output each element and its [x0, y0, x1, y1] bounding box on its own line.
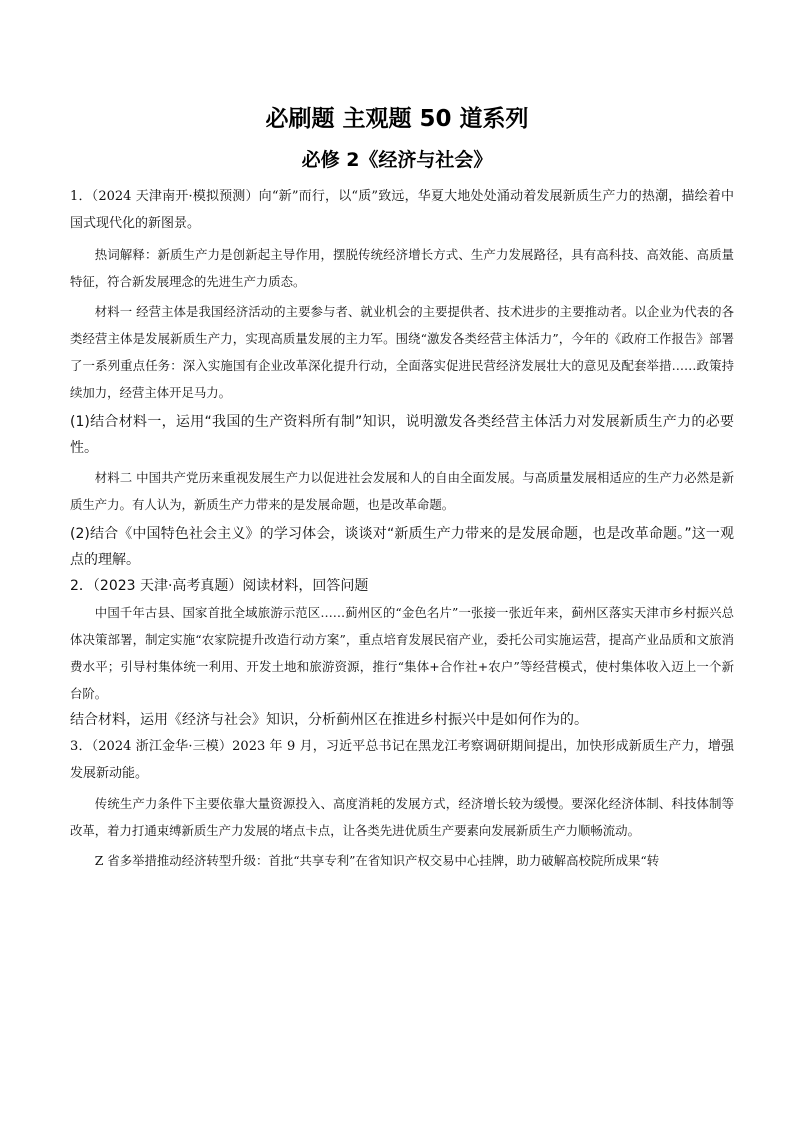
- page-subtitle: 必修 2《经济与社会》: [301, 149, 493, 171]
- question-1-hot-words: 热词解释：新质生产力是创新起主导作用，摆脱传统经济增长方式、生产力发展路径，具有高科技、高效能、高质量特征，符合新发展理念的先进生产力质态。: [70, 247, 734, 289]
- question-1-sub-1: (1)结合材料一，运用“我国的生产资料所有制”知识，说明激发各类经营主体活力对发展新质生产力的必要性。: [70, 414, 734, 456]
- question-1-stem: 1．（2024 天津南开·模拟预测）向“新”而行，以“质”致远，华夏大地处处涌动着发展新质生产力的热潮，描绘着中国式现代化的新图景。: [70, 189, 734, 231]
- question-1-material-1: 材料一 经营主体是我国经济活动的主要参与者、就业机会的主要提供者、技术进步的主要推动者。以企业为代表的各类经营主体是发展新质生产力，实现高质量发展的主力军。围绕“激发各类经营主体活力”，今年的《政府工作报告》部署了一系列重点任务：深入实施国有企业改革深化提升行动，全面落实促进民营经济发展壮大的意见及配套举措……政策持续加力，经营主体开足马力。: [70, 304, 734, 400]
- question-2: [70, 573, 734, 733]
- question-2-stem: 2．（2023 天津·高考真题）阅读材料，回答问题: [70, 578, 369, 594]
- question-3-paragraph-2: Z 省多举措推动经济转型升级：首批“共享专利”在省知识产权交易中心挂牌，助力破解高校院所成果“转: [94, 853, 660, 868]
- question-3-paragraph-1: 传统生产力条件下主要依靠大量资源投入、高度消耗的发展方式，经济增长较为缓慢。要深化经济体制、科技体制等改革，着力打通束缚新质生产力发展的堵点卡点，让各类先进优质生产要素向发展新质生产力顺畅流动。: [70, 796, 734, 838]
- question-1: [70, 183, 734, 573]
- question-2-material: 中国千年古县、国家首批全域旅游示范区……蓟州区的“金色名片”一张接一张近年来，蓟州区落实天津市乡村振兴总体决策部署，制定实施“农家院提升改造行动方案”，重点培育发展民宿产业，委托公司实施运营，提高产业品质和文旅消费水平；引导村集体统一利用、开发土地和旅游资源，推行“集体+合作社+农户”等经营模式，使村集体收入迈上一个新台阶。: [70, 605, 734, 701]
- question-3-stem: 3．（2024 浙江金华·三模）2023 年 9 月，习近平总书记在黑龙江考察调研期间提出，加快形成新质生产力，增强发展新动能。: [70, 739, 734, 781]
- page-title: 必刷题 主观题 50 道系列: [265, 106, 529, 132]
- question-1-sub-2: (2)结合《中国特色社会主义》的学习体会，谈谈对“新质生产力带来的是发展命题，也是改革命题。”这一观点的理解。: [70, 526, 734, 568]
- document-body: [70, 183, 734, 874]
- question-2-task: 结合材料，运用《经济与社会》知识，分析蓟州区在推进乡村振兴中是如何作为的。: [70, 712, 588, 728]
- question-3: [70, 733, 734, 874]
- question-1-material-2: 材料二 中国共产党历来重视发展生产力以促进社会发展和人的自由全面发展。与高质量发展相适应的生产力必然是新质生产力。有人认为，新质生产力带来的是发展命题，也是改革命题。: [70, 470, 734, 512]
